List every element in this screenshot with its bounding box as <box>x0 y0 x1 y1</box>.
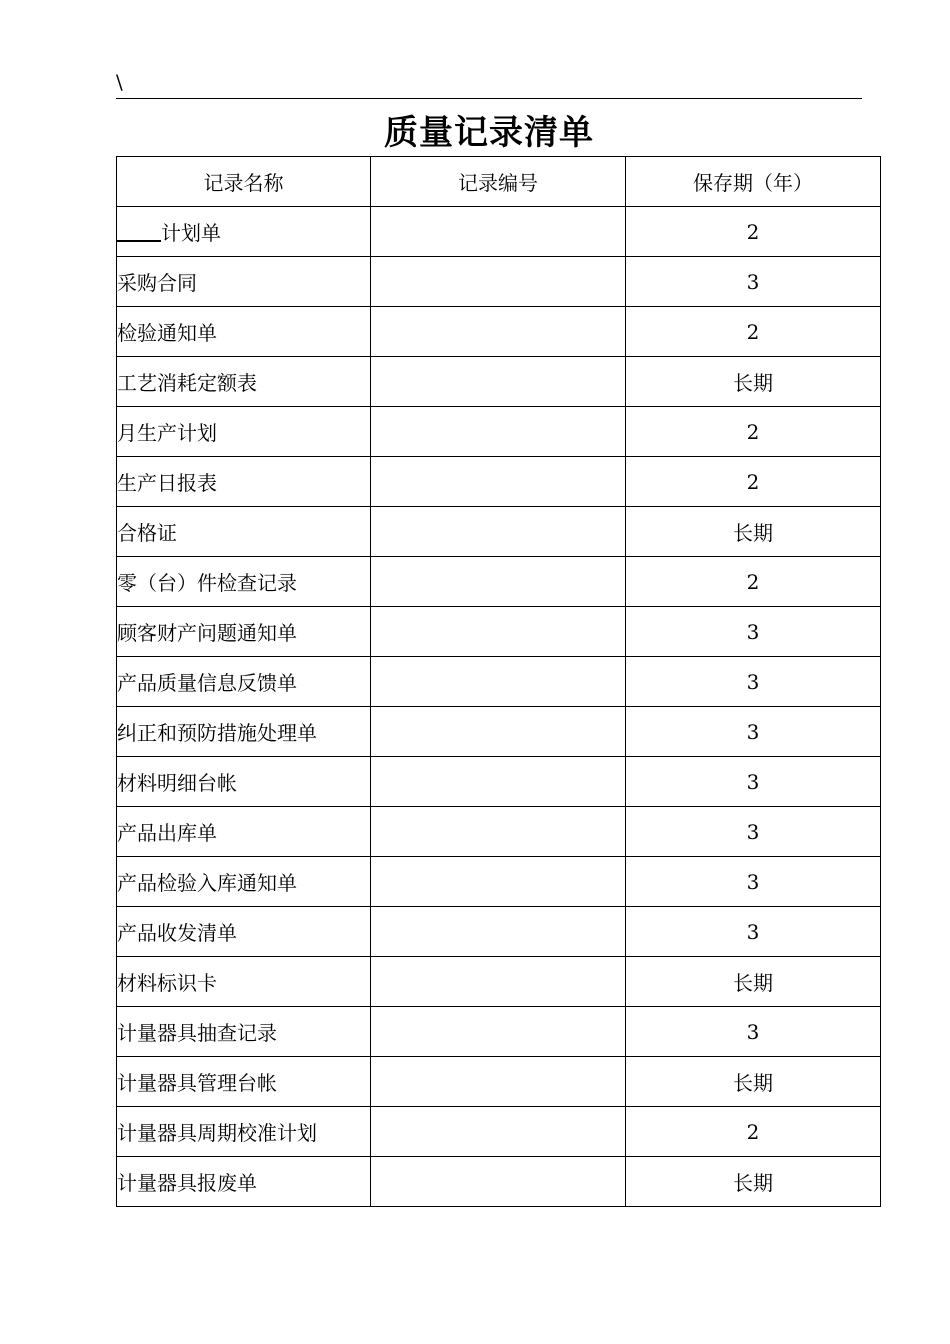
record-name-cell <box>117 957 371 1007</box>
record-code-cell <box>371 307 626 357</box>
record-name-cell <box>117 407 371 457</box>
retention-period-cell: 3 <box>626 857 881 907</box>
table-row <box>117 207 881 257</box>
header-rule <box>116 98 862 99</box>
retention-period-cell: 长期 <box>626 357 881 407</box>
table-row <box>117 307 881 357</box>
table-row <box>117 757 881 807</box>
record-code-cell <box>371 1107 626 1157</box>
records-table <box>116 156 881 1207</box>
record-code-cell <box>371 907 626 957</box>
record-code-cell <box>371 407 626 457</box>
retention-period-cell: 3 <box>626 757 881 807</box>
record-name-cell <box>117 857 371 907</box>
record-name-cell <box>117 457 371 507</box>
table-row <box>117 457 881 507</box>
record-name: 零（台）件检查记录 <box>117 571 297 595</box>
record-code-cell <box>371 657 626 707</box>
record-name: 采购合同 <box>117 271 197 295</box>
record-name-cell <box>117 1007 371 1057</box>
retention-period-cell: 2 <box>626 457 881 507</box>
record-name: 生产日报表 <box>117 471 217 495</box>
table-row <box>117 557 881 607</box>
record-name-cell <box>117 307 371 357</box>
record-code-cell <box>371 257 626 307</box>
record-name: 计量器具抽查记录 <box>117 1021 277 1045</box>
record-code-cell <box>371 207 626 257</box>
table-row <box>117 1157 881 1207</box>
table-row <box>117 257 881 307</box>
record-name-cell <box>117 507 371 557</box>
record-name-cell <box>117 607 371 657</box>
record-code-cell <box>371 357 626 407</box>
record-name-cell <box>117 207 371 257</box>
table-row <box>117 1007 881 1057</box>
table-row <box>117 1057 881 1107</box>
record-name-cell <box>117 907 371 957</box>
record-name: 合格证 <box>117 521 177 545</box>
retention-period-cell: 3 <box>626 707 881 757</box>
record-name-cell <box>117 1157 371 1207</box>
record-code-cell <box>371 957 626 1007</box>
record-name: 产品出库单 <box>117 821 217 845</box>
table-row <box>117 807 881 857</box>
record-code-cell <box>371 1057 626 1107</box>
record-name-cell <box>117 657 371 707</box>
retention-period-cell: 3 <box>626 907 881 957</box>
record-name: 工艺消耗定额表 <box>117 371 257 395</box>
record-name: 计量器具周期校准计划 <box>117 1121 317 1145</box>
record-code-cell <box>371 757 626 807</box>
retention-period-cell: 2 <box>626 307 881 357</box>
retention-period-cell: 长期 <box>626 1057 881 1107</box>
retention-period-cell: 3 <box>626 607 881 657</box>
record-name-cell <box>117 707 371 757</box>
record-code-cell <box>371 857 626 907</box>
table-row <box>117 707 881 757</box>
column-header-code: 记录编号 <box>371 157 626 207</box>
page-title: 质量记录清单 <box>384 113 594 153</box>
record-name: 产品收发清单 <box>117 921 237 945</box>
retention-period-cell: 长期 <box>626 1157 881 1207</box>
record-name: 产品检验入库通知单 <box>117 871 297 895</box>
retention-period-cell: 2 <box>626 407 881 457</box>
table-row <box>117 657 881 707</box>
record-name: 计划单 <box>161 221 221 245</box>
record-code-cell <box>371 607 626 657</box>
retention-period-cell: 3 <box>626 257 881 307</box>
record-name-cell <box>117 257 371 307</box>
table-row <box>117 857 881 907</box>
retention-period-cell: 2 <box>626 557 881 607</box>
record-name: 产品质量信息反馈单 <box>117 671 297 695</box>
record-name-cell <box>117 1057 371 1107</box>
retention-period-cell: 3 <box>626 657 881 707</box>
record-name: 顾客财产问题通知单 <box>117 621 297 645</box>
record-code-cell <box>371 457 626 507</box>
table-row <box>117 407 881 457</box>
retention-period-cell: 长期 <box>626 507 881 557</box>
record-name-cell <box>117 1107 371 1157</box>
record-code-cell <box>371 1007 626 1057</box>
record-name: 检验通知单 <box>117 321 217 345</box>
table-row <box>117 357 881 407</box>
retention-period-cell: 2 <box>626 1107 881 1157</box>
record-name: 月生产计划 <box>117 421 217 445</box>
column-header-keep: 保存期（年） <box>626 157 881 207</box>
record-code-cell <box>371 707 626 757</box>
table-row <box>117 907 881 957</box>
record-name: 计量器具报废单 <box>117 1171 257 1195</box>
record-code-cell <box>371 807 626 857</box>
record-code-cell <box>371 557 626 607</box>
table-row <box>117 507 881 557</box>
retention-period-cell: 长期 <box>626 957 881 1007</box>
table-row <box>117 1107 881 1157</box>
fill-in-blank <box>117 222 161 242</box>
table-row <box>117 607 881 657</box>
table-body <box>117 207 881 1207</box>
record-code-cell <box>371 507 626 557</box>
table-header-row <box>117 157 881 207</box>
column-header-name: 记录名称 <box>117 157 371 207</box>
table-row <box>117 957 881 1007</box>
header-mark: \ <box>116 70 123 94</box>
record-name-cell <box>117 357 371 407</box>
record-name: 纠正和预防措施处理单 <box>117 721 317 745</box>
record-name: 计量器具管理台帐 <box>117 1071 277 1095</box>
record-name: 材料明细台帐 <box>117 771 237 795</box>
retention-period-cell: 2 <box>626 207 881 257</box>
record-name-cell <box>117 757 371 807</box>
record-code-cell <box>371 1157 626 1207</box>
record-name-cell <box>117 557 371 607</box>
retention-period-cell: 3 <box>626 807 881 857</box>
record-name: 材料标识卡 <box>117 971 217 995</box>
retention-period-cell: 3 <box>626 1007 881 1057</box>
record-name-cell <box>117 807 371 857</box>
